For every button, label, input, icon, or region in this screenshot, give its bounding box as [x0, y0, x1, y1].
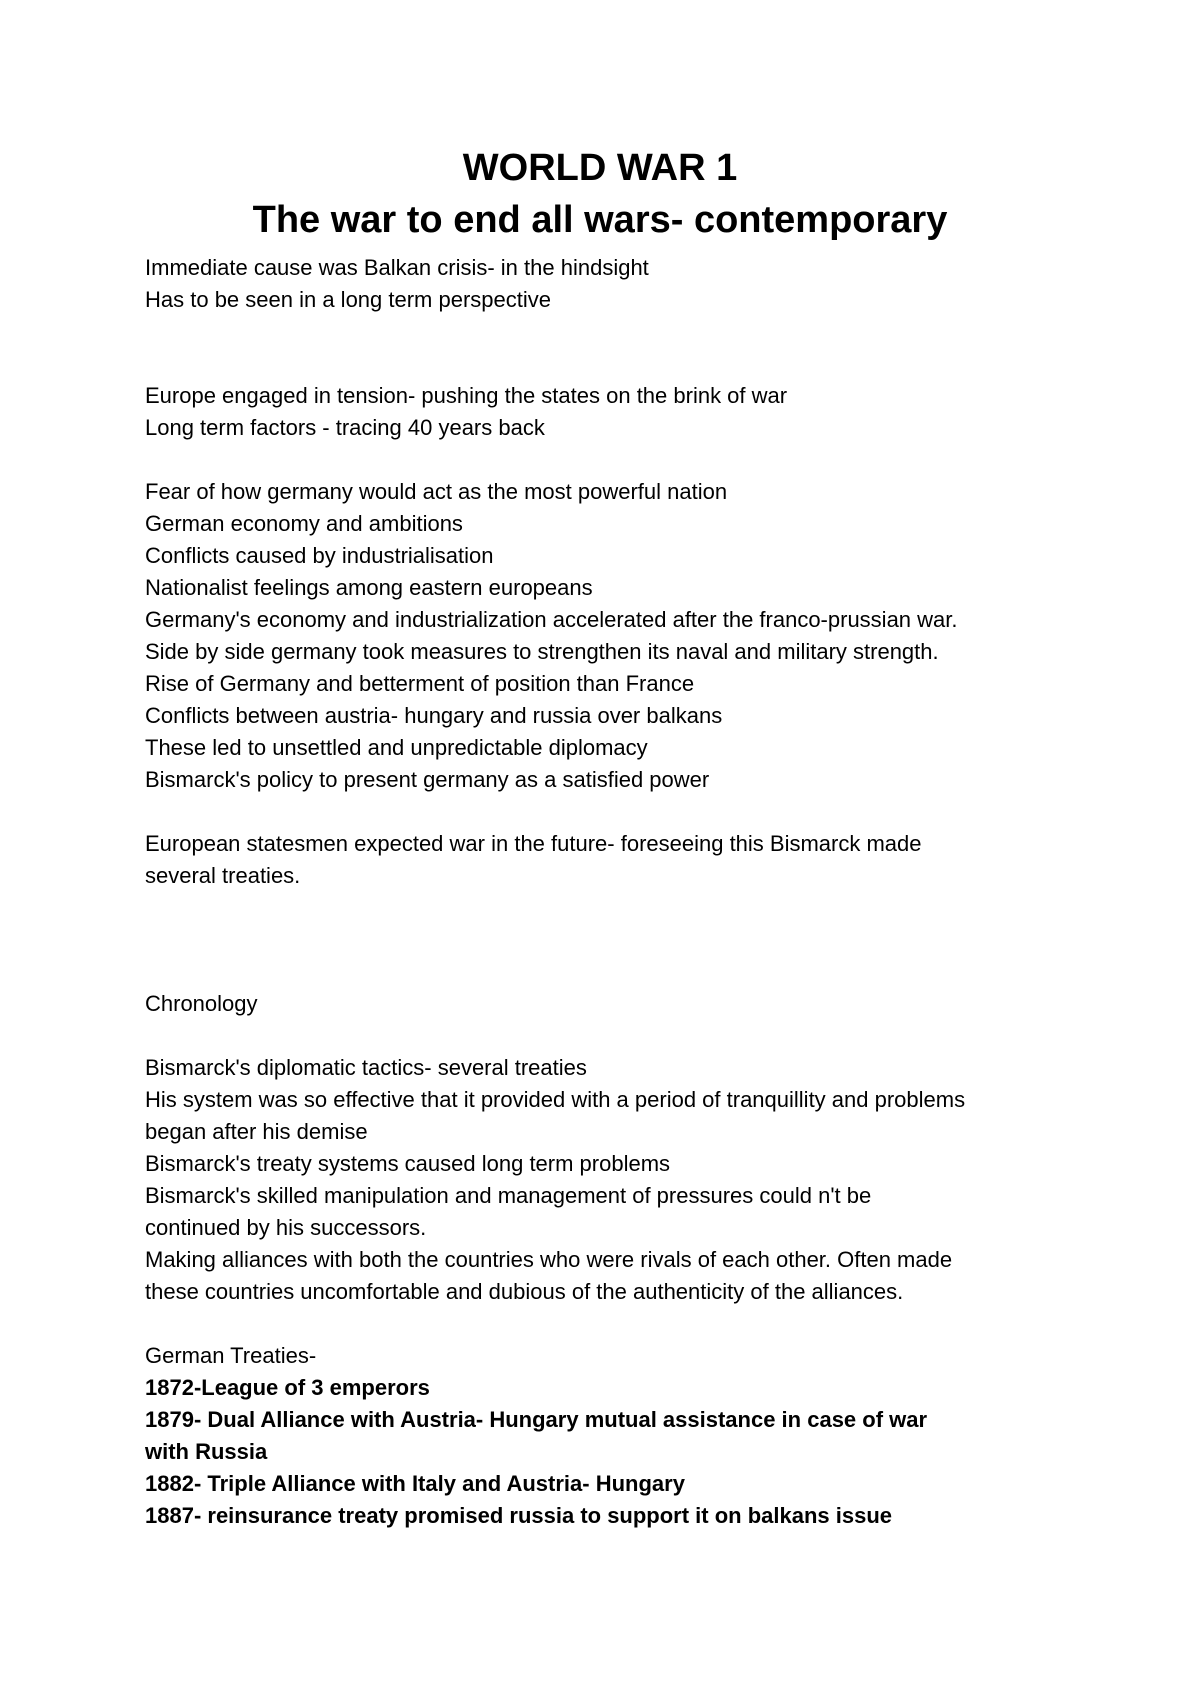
- document-subtitle: The war to end all wars- contemporary: [252, 199, 948, 241]
- factor-line: Nationalist feelings among eastern europeans: [145, 575, 593, 600]
- treaty-line: 1879- Dual Alliance with Austria- Hungary mutual assistance in case of war: [145, 1407, 928, 1432]
- bismarck-line: continued by his successors.: [145, 1215, 427, 1240]
- tension-line: Long term factors - tracing 40 years back: [145, 415, 545, 440]
- blank-line: [145, 924, 1075, 956]
- blank-line: [145, 1308, 1075, 1340]
- bismarck-line: Bismarck's treaty systems caused long term problems: [145, 1151, 671, 1176]
- document-body: [145, 252, 1075, 1532]
- blank-line: [145, 1020, 1075, 1052]
- blank-line: [145, 348, 1075, 380]
- chronology-heading: Chronology: [145, 991, 258, 1016]
- bismarck-line: Making alliances with both the countries who were rivals of each other. Often made: [145, 1247, 953, 1272]
- bismarck-line: began after his demise: [145, 1119, 368, 1144]
- document-title: WORLD WAR 1: [462, 147, 738, 189]
- factor-line: Fear of how germany would act as the most powerful nation: [145, 479, 728, 504]
- treaties-heading: German Treaties-: [145, 1343, 317, 1368]
- treaty-line: 1887- reinsurance treaty promised russia to support it on balkans issue: [145, 1503, 893, 1528]
- factor-line: Germany's economy and industrialization accelerated after the franco-prussian war.: [145, 607, 958, 632]
- treaty-line: with Russia: [145, 1439, 268, 1464]
- bismarck-line: His system was so effective that it provided with a period of tranquillity and problems: [145, 1087, 966, 1112]
- factor-line: These led to unsettled and unpredictable diplomacy: [145, 735, 648, 760]
- bismarck-line: Bismarck's skilled manipulation and management of pressures could n't be: [145, 1183, 872, 1208]
- tension-line: Europe engaged in tension- pushing the states on the brink of war: [145, 383, 788, 408]
- bismarck-line: Bismarck's diplomatic tactics- several treaties: [145, 1055, 587, 1080]
- treaty-line: 1872-League of 3 emperors: [145, 1375, 430, 1400]
- treaty-line: 1882- Triple Alliance with Italy and Austria- Hungary: [145, 1471, 685, 1496]
- blank-line: [145, 316, 1075, 348]
- factor-line: German economy and ambitions: [145, 511, 463, 536]
- factor-line: Conflicts caused by industrialisation: [145, 543, 494, 568]
- factor-line: Conflicts between austria- hungary and russia over balkans: [145, 703, 723, 728]
- statesmen-line: several treaties.: [145, 863, 301, 888]
- factor-line: Side by side germany took measures to strengthen its naval and military strength.: [145, 639, 939, 664]
- factor-line: Rise of Germany and betterment of position than France: [145, 671, 695, 696]
- statesmen-line: European statesmen expected war in the future- foreseeing this Bismarck made: [145, 831, 922, 856]
- blank-line: [145, 796, 1075, 828]
- factor-line: Bismarck's policy to present germany as a satisfied power: [145, 767, 710, 792]
- bismarck-line: these countries uncomfortable and dubious of the authenticity of the alliances.: [145, 1279, 904, 1304]
- intro-line: Immediate cause was Balkan crisis- in the hindsight: [145, 255, 649, 280]
- blank-line: [145, 892, 1075, 924]
- blank-line: [145, 444, 1075, 476]
- blank-line: [145, 956, 1075, 988]
- intro-line: Has to be seen in a long term perspective: [145, 287, 552, 312]
